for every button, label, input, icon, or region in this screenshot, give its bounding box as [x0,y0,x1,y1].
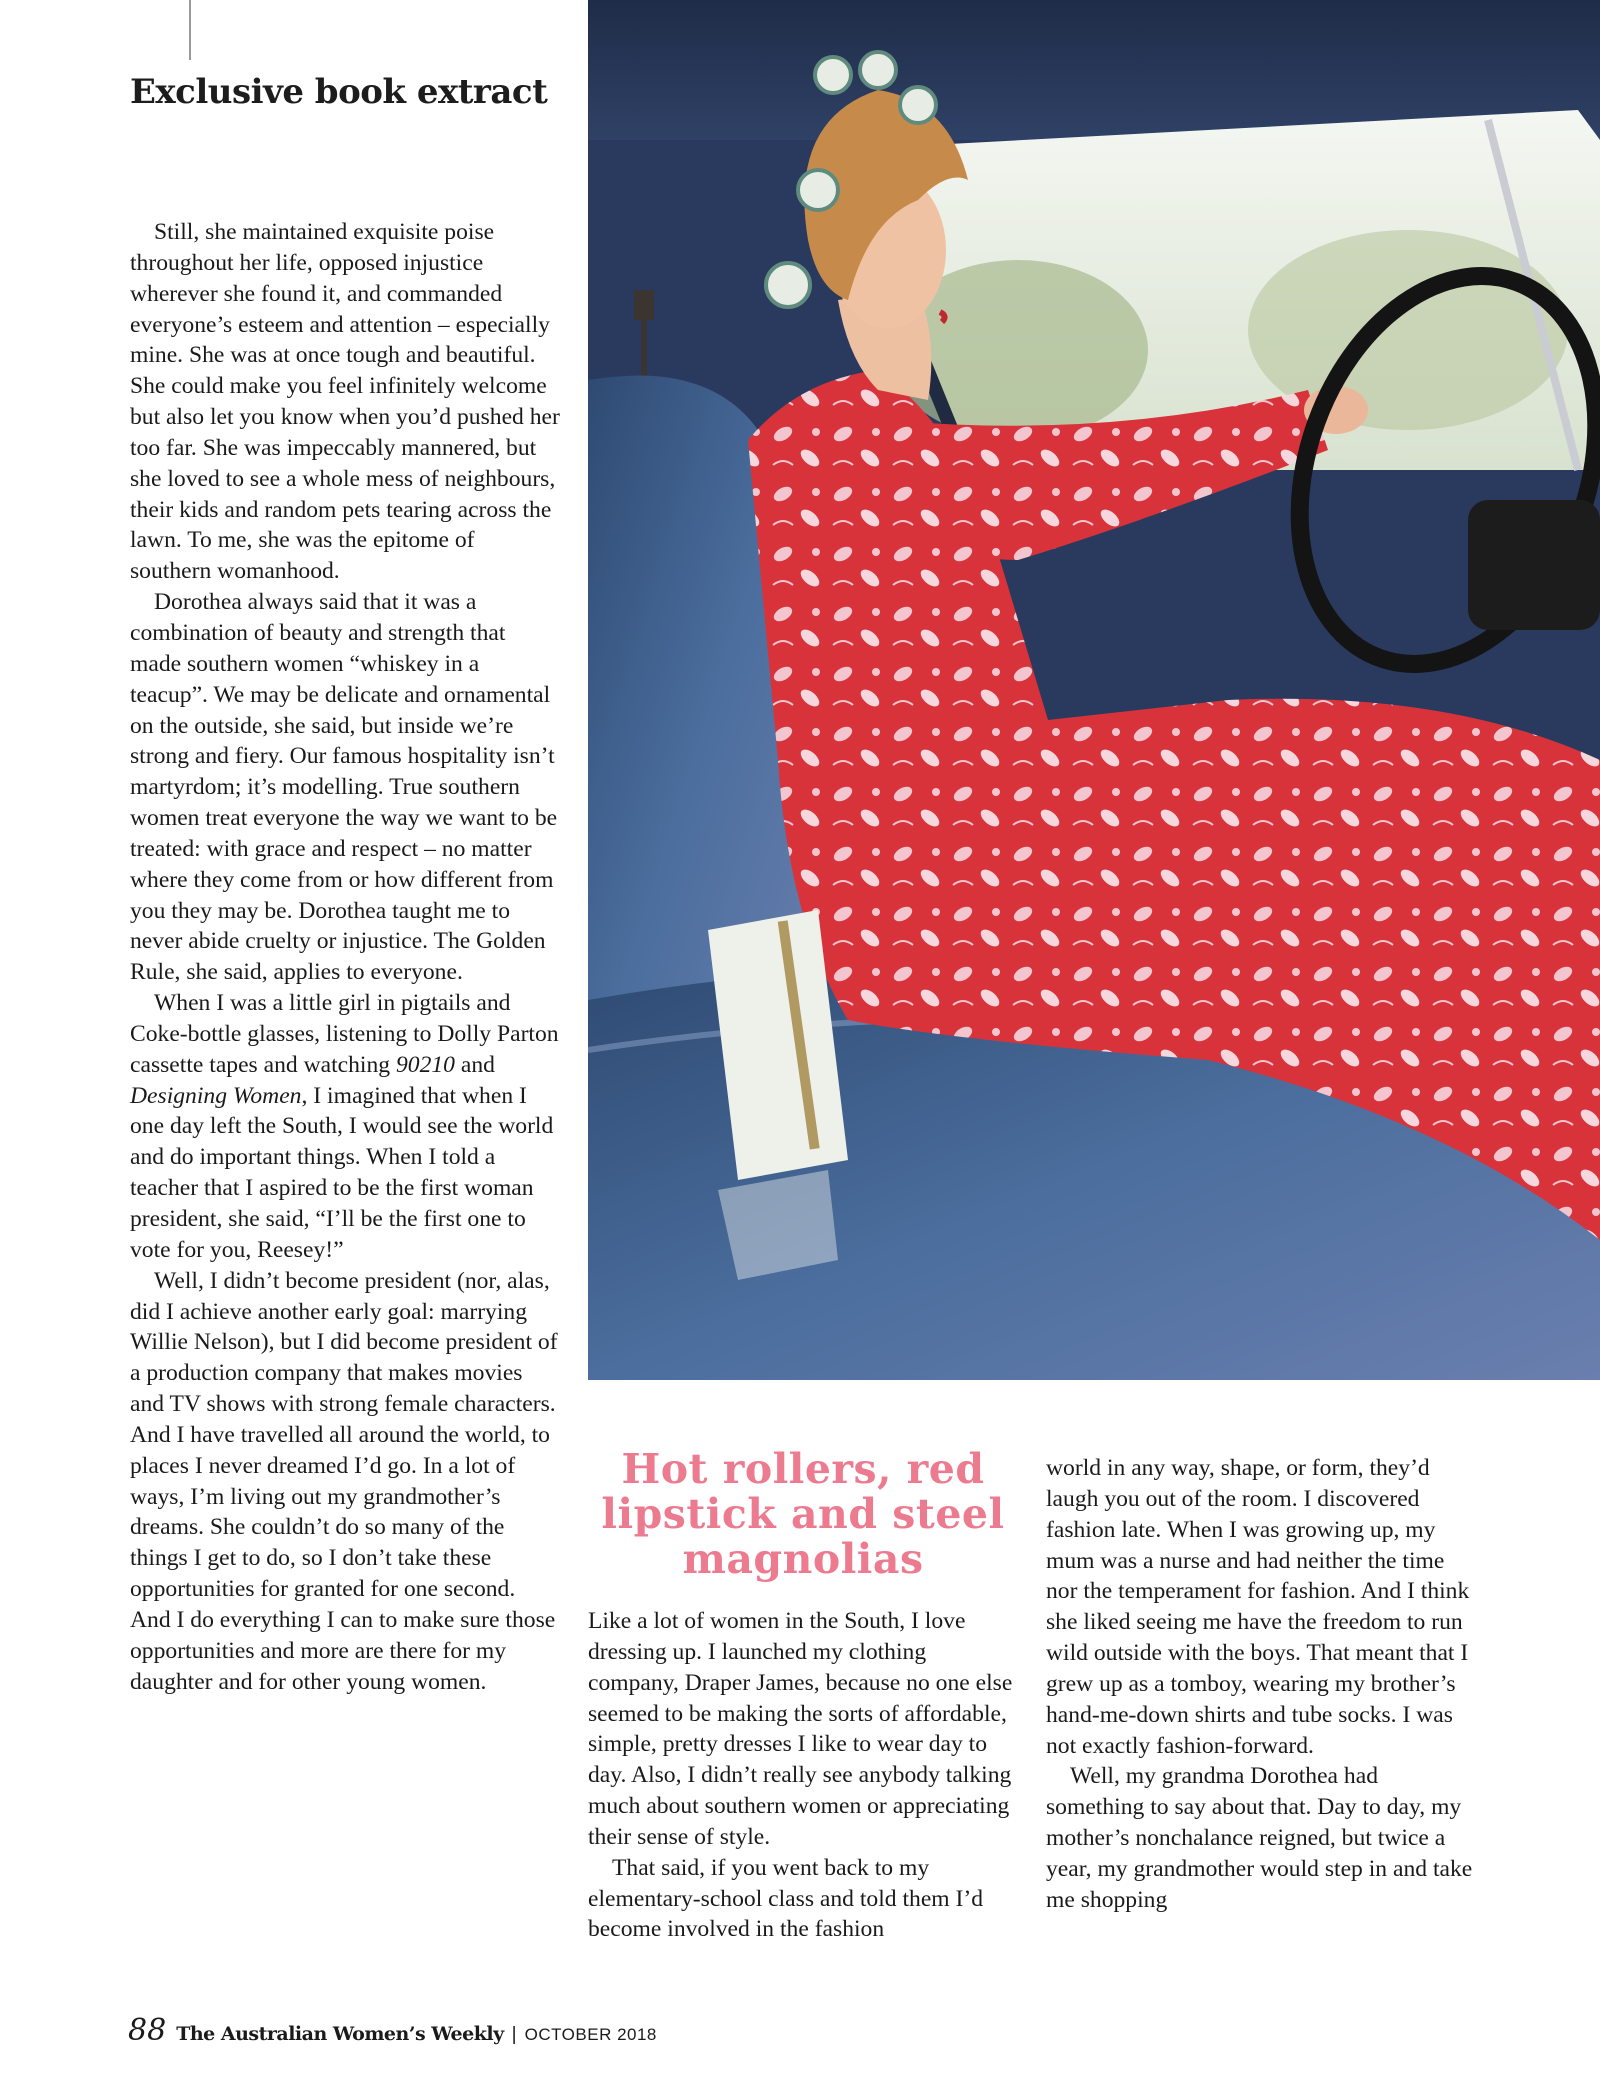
article-paragraph: Like a lot of women in the South, I love dressing up. I launched my clothing company, Draper James, because no one else seemed to be making the sorts of affordable, simple, pretty dresses I like to wear day to day. Also, I didn’t really see anybody talking much about southern women or appreciating their sense of style. [588,1608,1013,1850]
subhead-block [588,1447,1018,1596]
text-run: , I imagined that when I one day left the South, I would see the world and do important things. When I told a teacher that I aspired to be the first woman president, she said, “I’ll be the first one to vote for you, Reesey!” [130,1082,554,1263]
article-paragraph: Well, my grandma Dorothea had something to say about that. Day to day, my mother’s nonchalance reigned, but twice a year, my grandmother would step in and take me shopping [1046,1763,1473,1913]
issue-date: OCTOBER 2018 [524,2025,657,2044]
subhead: Hot rollers, red lipstick and steel magnolias [601,1445,1005,1583]
footer-separator: | [511,2024,517,2045]
article-column-1 [130,217,560,1698]
article-paragraph [130,988,560,1266]
photo-illustration [588,0,1600,1380]
top-rule [189,0,191,60]
article-paragraph: Still, she maintained exquisite poise throughout her life, opposed injustice wherever she found it, and commanded everyone’s esteem and attention – especially mine. She was at once tough and beautiful. She could make you feel infinitely welcome but also let you know when you’d pushed her too far. She was impeccably mannered, but she loved to see a whole mess of neighbours, their kids and random pets tearing across the lawn. To me, she was the epitome of southern womanhood. [130,219,560,585]
section-title: Exclusive book extract [130,72,548,112]
text-run: When I was a little girl in pigtails and Coke-bottle glasses, listening to Dolly Parton cassette tapes and watching [130,990,559,1078]
article-column-3 [1046,1453,1476,1916]
article-paragraph: world in any way, shape, or form, they’d laugh you out of the room. I discovered fashion late. When I was growing up, my mum was a nurse and had neither the time nor the temperament for fashion. And I think she liked seeing me have the freedom to run wild outside with the boys. That meant that I grew up as a tomboy, wearing my brother’s hand-me-down shirts and tube socks. I was not exactly fashion-forward. [1046,1455,1470,1759]
page-number: 88 [128,2013,167,2048]
page-footer [128,2013,657,2048]
italic-title: 90210 [395,1051,455,1078]
text-run: and [454,1051,495,1078]
article-column-2 [588,1606,1018,1945]
feature-photo [588,0,1600,1380]
article-paragraph: Well, I didn’t become president (nor, alas, did I achieve another early goal: marrying Willie Nelson), but I did become president of a production company that makes movies and TV shows with strong female characters. And I have travelled all around the world, to places I never dreamed I’d go. In a lot of ways, I’m living out my grandmother’s dreams. She couldn’t do so many of the things I get to do, so I don’t take these opportunities for granted for one second. And I do everything I can to make sure those opportunities and more are there for my daughter and for other young women. [130,1267,558,1695]
article-paragraph: That said, if you went back to my elementary-school class and told them I’d become involved in the fashion [588,1854,984,1943]
article-paragraph: Dorothea always said that it was a combination of beauty and strength that made southern women “whiskey in a teacup”. We may be delicate and ornamental on the outside, she said, but inside we’re strong and fiery. Our famous hospitality isn’t martyrdom; it’s modelling. True southern women treat everyone the way we want to be treated: with grace and respect – no matter where they come from or how different from you they may be. Dorothea taught me to never abide cruelty or injustice. The Golden Rule, she said, applies to everyone. [130,589,558,986]
magazine-name: The Australian Women’s Weekly [176,2023,504,2045]
italic-title: Designing Women [130,1082,302,1109]
